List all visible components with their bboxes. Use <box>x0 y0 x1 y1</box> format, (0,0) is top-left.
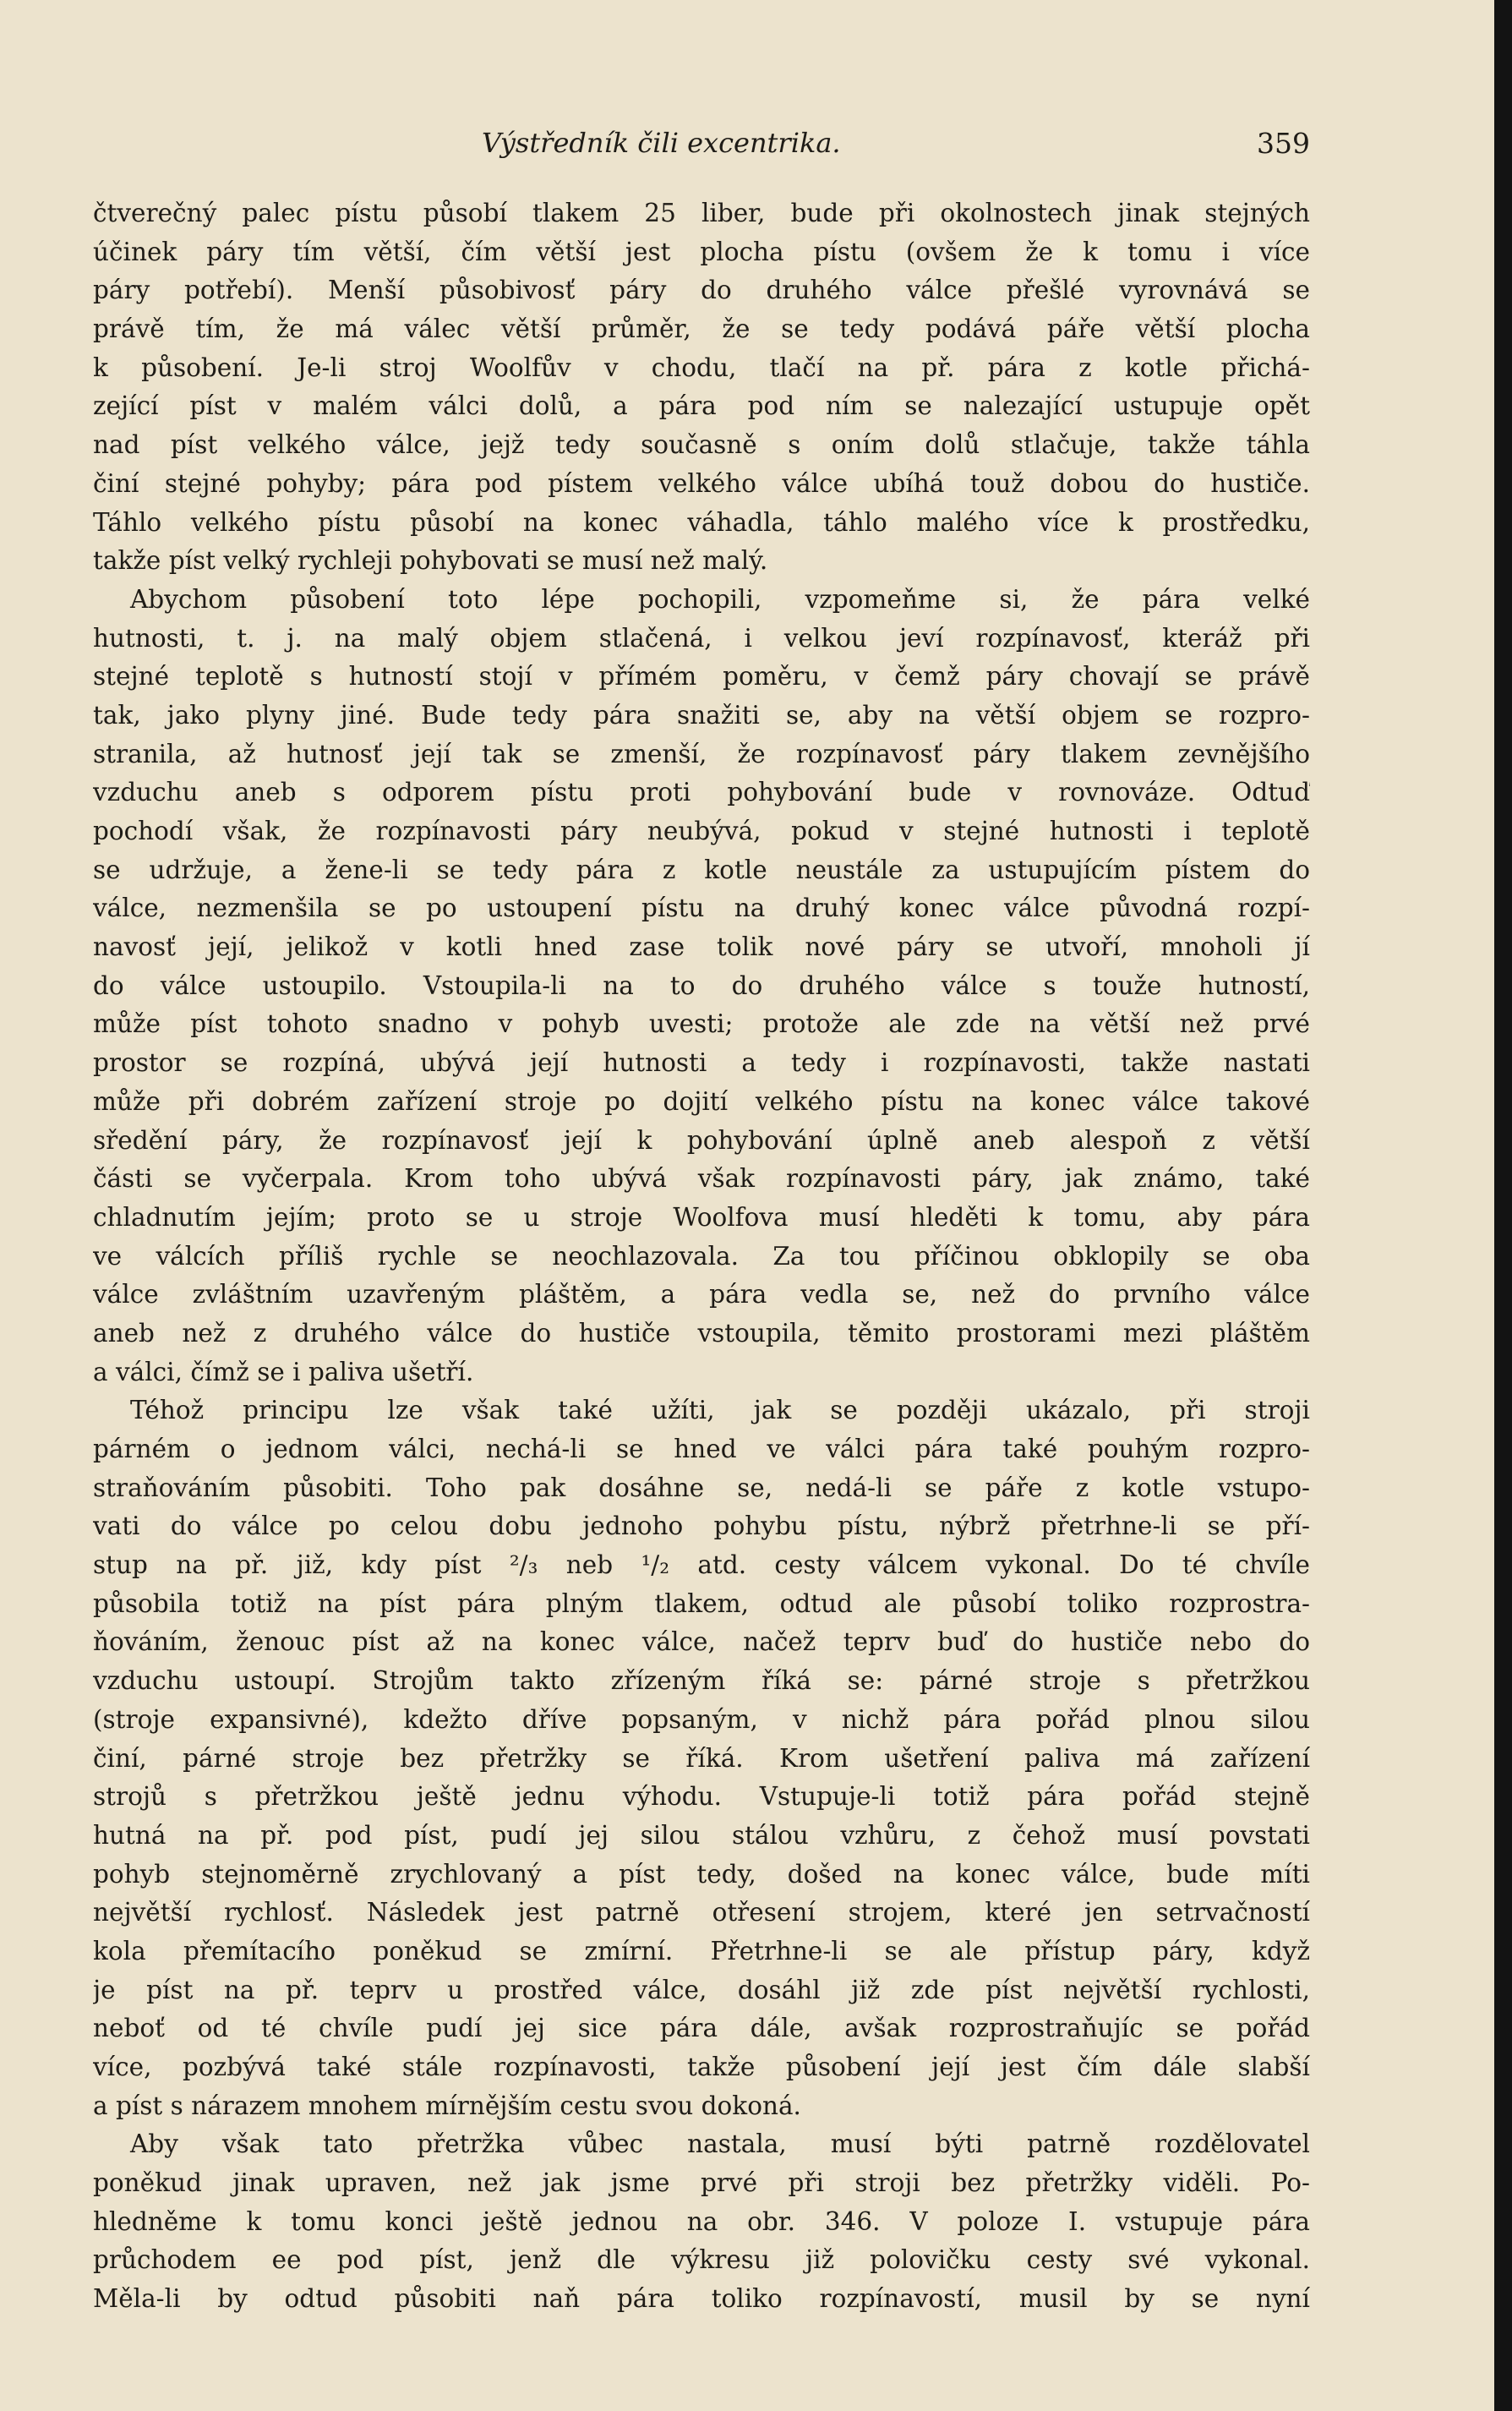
text-line: působila totiž na píst pára plným tlakem, odtud ale působí toliko rozprostra- <box>93 1588 1310 1618</box>
text-line: sředění páry, že rozpínavosť její k pohybování úplně aneb alespoň z větší <box>93 1125 1310 1155</box>
text-line: takže píst velký rychleji pohybovati se musí než malý. <box>93 546 768 576</box>
body-text <box>93 194 1310 2319</box>
text-line: části se vyčerpala. Krom toho ubývá však rozpínavosti páry, jak známo, také <box>93 1164 1310 1194</box>
text-line: vati do válce po celou dobu jednoho pohybu pístu, nýbrž přetrhne-li se pří- <box>93 1512 1310 1541</box>
scan-edge <box>1494 0 1512 2411</box>
page-number: 359 <box>1257 127 1310 160</box>
text-line: zející píst v malém válci dolů, a pára pod ním se nalezající ustupuje opět <box>93 391 1310 421</box>
running-title: Výstředník čili excentrika. <box>482 127 841 159</box>
text-line: Aby však tato přetržka vůbec nastala, musí býti patrně rozdělovatel <box>130 2129 1310 2159</box>
text-line: poněkud jinak upraven, než jak jsme prvé při stroji bez přetržky viděli. Po- <box>93 2168 1310 2198</box>
text-line: navosť její, jelikož v kotli hned zase tolik nové páry se utvoří, mnoholi jí <box>93 932 1310 962</box>
text-line: neboť od té chvíle pudí jej sice pára dále, avšak rozprostraňujíc se pořád <box>93 2014 1310 2043</box>
text-line: (stroje expansivné), kdežto dříve popsaným, v nichž pára pořád plnou silou <box>93 1704 1310 1734</box>
text-line: prostor se rozpíná, ubývá její hutnosti a tedy i rozpínavosti, takže nastati <box>93 1048 1310 1078</box>
text-line: právě tím, že má válec větší průměr, že se tedy podává páře větší plocha <box>93 314 1310 344</box>
text-line: hledněme k tomu konci ještě jednou na obr. 346. V poloze I. vstupuje pára <box>93 2206 1310 2236</box>
text-line: ve válcích příliš rychle se neochlazovala. Za tou příčinou obklopily se oba <box>93 1241 1310 1271</box>
text-line: páry potřebí). Menší působivosť páry do druhého válce přešlé vyrovnává se <box>93 276 1310 305</box>
text-line: může píst tohoto snadno v pohyb uvesti; protože ale zde na větší než prvé <box>93 1009 1310 1039</box>
text-line: může při dobrém zařízení stroje po dojití velkého pístu na konec válce takové <box>93 1086 1310 1116</box>
text-line: Abychom působení toto lépe pochopili, vzpomeňme si, že pára velké <box>130 584 1310 614</box>
text-line: válce, nezmenšila se po ustoupení pístu na druhý konec válce původná rozpí- <box>93 894 1310 923</box>
text-line: hutná na př. pod píst, pudí jej silou stálou vzhůru, z čehož musí povstati <box>93 1820 1310 1850</box>
text-line: hutnosti, t. j. na malý objem stlačená, i velkou jeví rozpínavosť, kteráž při <box>93 623 1310 653</box>
text-line: stranila, až hutnosť její tak se zmenší, že rozpínavosť páry tlakem zevnějšího <box>93 739 1310 768</box>
text-line: straňováním působiti. Toho pak dosáhne se, nedá-li se páře z kotle vstupo- <box>93 1473 1310 1502</box>
text-line: vzduchu ustoupí. Strojům takto zřízeným říká se: párné stroje s přetržkou <box>93 1666 1310 1696</box>
text-line: účinek páry tím větší, čím větší jest plocha pístu (ovšem že k tomu i více <box>93 237 1310 266</box>
text-line: pohyb stejnoměrně zrychlovaný a píst tedy, došed na konec válce, bude míti <box>93 1859 1310 1889</box>
text-line: strojů s přetržkou ještě jednu výhodu. Vstupuje-li totiž pára pořád stejně <box>93 1782 1310 1812</box>
text-line: aneb než z druhého válce do hustiče vstoupila, těmito prostorami mezi pláštěm <box>93 1318 1310 1348</box>
text-line: ňováním, ženouc píst až na konec válce, načež teprv buď do hustiče nebo do <box>93 1627 1310 1657</box>
text-line: párném o jednom válci, nechá-li se hned ve válci pára také pouhým rozpro- <box>93 1435 1310 1463</box>
text-line: činí stejné pohyby; pára pod pístem velkého válce ubíhá touž dobou do hustiče. <box>93 468 1310 498</box>
text-line: čtverečný palec pístu působí tlakem 25 liber, bude při okolnostech jinak stejných <box>93 199 1310 227</box>
text-line: kola přemítacího poněkud se zmírní. Přetrhne-li se ale přístup páry, když <box>93 1936 1310 1965</box>
text-line: činí, párné stroje bez přetržky se říká. Krom ušetření paliva má zařízení <box>93 1743 1310 1773</box>
text-line: tak, jako plyny jiné. Bude tedy pára snažiti se, aby na větší objem se rozpro- <box>93 700 1310 730</box>
text-line: je píst na př. teprv u prostřed válce, dosáhl již zde píst největší rychlosti, <box>93 1975 1310 2004</box>
text-line: Měla-li by odtud působiti naň pára toliko rozpínavostí, musil by se nyní <box>93 2284 1310 2314</box>
text-line: největší rychlosť. Následek jest patrně otřesení strojem, které jen setrvačností <box>93 1898 1310 1927</box>
text-line: a píst s nárazem mnohem mírnějším cestu svou dokoná. <box>93 2091 801 2120</box>
text-line: do válce ustoupilo. Vstoupila-li na to do druhého válce s touže hutností, <box>93 970 1310 1000</box>
text-line: se udržuje, a žene-li se tedy pára z kotle neustále za ustupujícím pístem do <box>93 855 1310 884</box>
text-line: stup na př. již, kdy píst ²/₃ neb ¹/₂ atd. cesty válcem vykonal. Do té chvíle <box>93 1550 1310 1580</box>
page-header <box>93 127 1310 169</box>
text-line: nad píst velkého válce, jejž tedy současně s oním dolů stlačuje, takže táhla <box>93 430 1310 460</box>
text-line: pochodí však, že rozpínavosti páry neubývá, pokud v stejné hutnosti i teplotě <box>93 817 1310 845</box>
text-line: Táhlo velkého pístu působí na konec váhadla, táhlo malého více k prostředku, <box>93 507 1310 537</box>
text-line: více, pozbývá také stále rozpínavosti, takže působení její jest čím dále slabší <box>93 2053 1310 2081</box>
text-line: vzduchu aneb s odporem pístu proti pohybování bude v rovnováze. Odtuď <box>93 778 1310 807</box>
text-line: a válci, čímž se i paliva ušetří. <box>93 1357 474 1386</box>
text-line: chladnutím jejím; proto se u stroje Woolfova musí hleděti k tomu, aby pára <box>93 1202 1310 1232</box>
text-line: Téhož principu lze však také užíti, jak se později ukázalo, při stroji <box>130 1396 1310 1425</box>
text-line: k působení. Je-li stroj Woolfův v chodu, tlačí na př. pára z kotle přichá- <box>93 353 1310 382</box>
text-line: stejné teplotě s hutností stojí v přímém poměru, v čemž páry chovají se právě <box>93 662 1310 692</box>
text-line: válce zvláštním uzavřeným pláštěm, a pára vedla se, než do prvního válce <box>93 1280 1310 1309</box>
text-line: průchodem ee pod píst, jenž dle výkresu již polovičku cesty své vykonal. <box>93 2245 1310 2275</box>
